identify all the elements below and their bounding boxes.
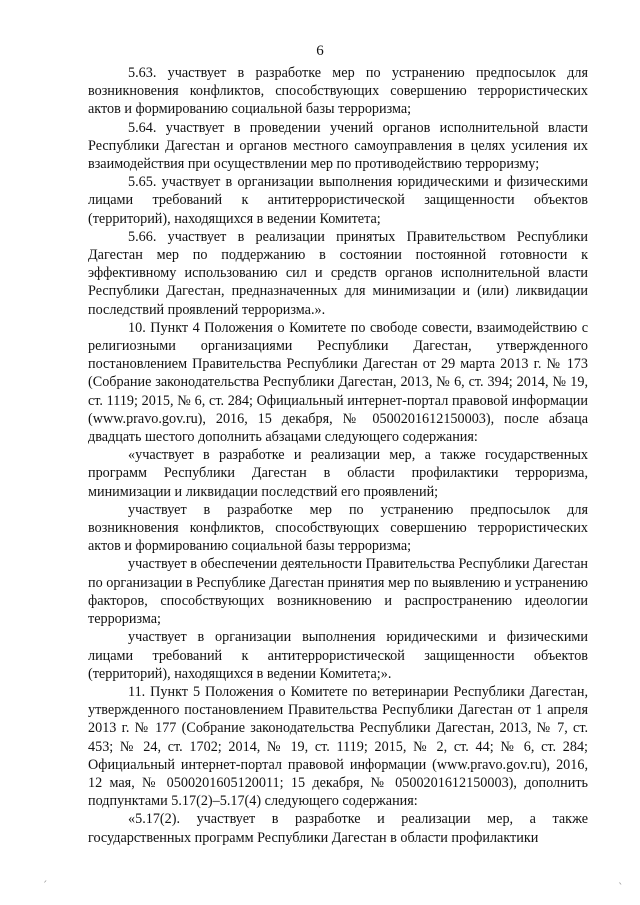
document-body [88,64,588,847]
paragraph-5-65: 5.65. участвует в организации выполнения юридическими и физическими лицами требований к антитеррористической защищенности объектов (территорий), находящихся в ведении Комитета; [88,174,588,227]
paragraph-5-63: 5.63. участвует в разработке мер по устранению предпосылок для возникновения конфликтов, способствующих совершению террористических актов и формированию социальной базы терроризма; [88,65,588,118]
paragraph-quote-2: участвует в разработке мер по устранению предпосылок для возникновения конфликтов, способствующих совершению террористических актов и формированию социальной базы терроризма; [88,501,588,555]
paragraph-5-17-2: «5.17(2). участвует в разработке и реализации мер, а также государственных программ Республики Дагестан в области профилактики [88,811,588,846]
page-number: 6 [316,43,324,59]
paragraph-5-64: 5.64. участвует в проведении учений органов исполнительной власти Республики Дагестан и органов местного самоуправления в целях усиления их взаимодействия при осуществлении мер по противодействию терроризму; [88,119,588,173]
paragraph-item-11: 11. Пункт 5 Положения о Комитете по ветеринарии Республики Дагестан, утвержденного постановлением Правительства Республики Дагестан от 1 апреля 2013 г. № 177 (Собрание законодательства Республики Дагестан, 2013, № 7, ст. 453; № 24, ст. 1702; 2014, № 19, ст. 1119; 2015, № 2, ст. 44; № 6, ст. 284; Официальный интернет-портал правовой информации (www.pravo.gov.ru), 2016, 12 мая, № 0500201605120011; 15 декабря, № 0500201612150003), дополнить подпунктами 5.17(2)–5.17(4) следующего содержания: [88,683,588,810]
paragraph-quote-3: участвует в обеспечении деятельности Правительства Республики Дагестан по организации в Республике Дагестан принятия мер по выявлению и устранению факторов, способствующих возникновению и распространению идеологии терроризма; [88,556,588,628]
scan-speck-mark: ˋ [618,881,624,894]
paragraph-item-10: 10. Пункт 4 Положения о Комитете по свободе совести, взаимодействию с религиозными организациями Республики Дагестан, утвержденного постановлением Правительства Республики Дагестан от 29 марта 2013 г. № 173 (Собрание законодательства Республики Дагестан, 2013, № 6, ст. 394; 2014, № 19, ст. 1119; 2015, № 6, ст. 284; Официальный интернет-портал правовой информации (www.pravo.gov.ru), 2016, 15 декабря, № 0500201612150003), после абзаца двадцать шестого дополнить абзацами следующего содержания: [88,319,588,446]
paragraph-quote-1: «участвует в разработке и реализации мер, а также государственных программ Республики Дагестан в области профилактики терроризма, минимизации и ликвидации последствий его проявлений; [88,447,588,500]
paragraph-5-66: 5.66. участвует в реализации принятых Правительством Республики Дагестан мер по поддержанию в состоянии постоянной готовности к эффективному использованию сил и средств органов исполнительной власти Республики Дагестан, предназначенных для минимизации и (или) ликвидации последствий проявлений терроризма.». [88,228,588,318]
paragraph-quote-4: участвует в организации выполнения юридическими и физическими лицами требований к антитеррористической защищенности объектов (территорий), находящихся в ведении Комитета;». [88,629,588,682]
scan-speck-mark: ˊ [42,879,48,892]
